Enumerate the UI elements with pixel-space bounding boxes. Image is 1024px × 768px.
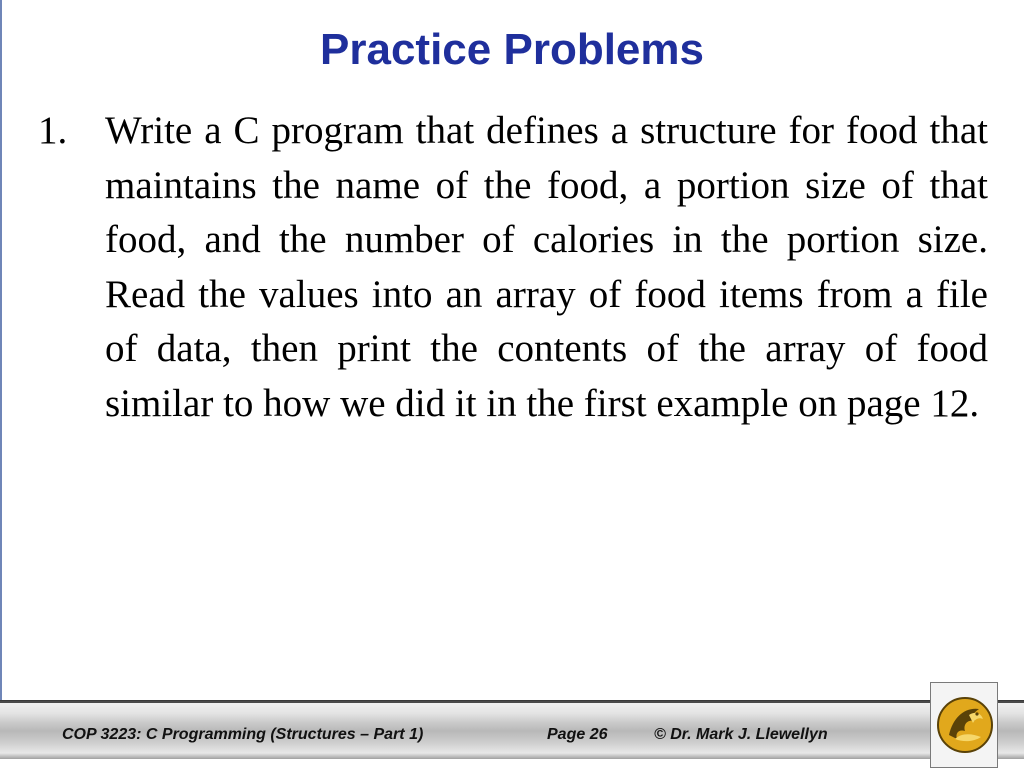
logo-box	[930, 682, 998, 768]
footer-page-number: Page 26	[547, 726, 608, 743]
problem-number: 1.	[38, 109, 68, 152]
problem-text: Write a C program that defines a structure for food that maintains the name of the food, a portion size of that food, and the number of calories in the portion size. Read the values into an array of food items from a file of data, then print the contents of the array of food similar to how we did it in the first example on page 12.	[105, 109, 988, 425]
problem-list	[38, 104, 988, 431]
pegasus-logo-icon	[935, 695, 995, 755]
footer-copyright: © Dr. Mark J. Llewellyn	[654, 726, 828, 743]
problem-item	[38, 104, 988, 431]
slide-left-border	[0, 0, 2, 700]
slide-title: Practice Problems	[320, 25, 704, 74]
footer-course-title: COP 3223: C Programming (Structures – Part 1)	[62, 726, 424, 743]
